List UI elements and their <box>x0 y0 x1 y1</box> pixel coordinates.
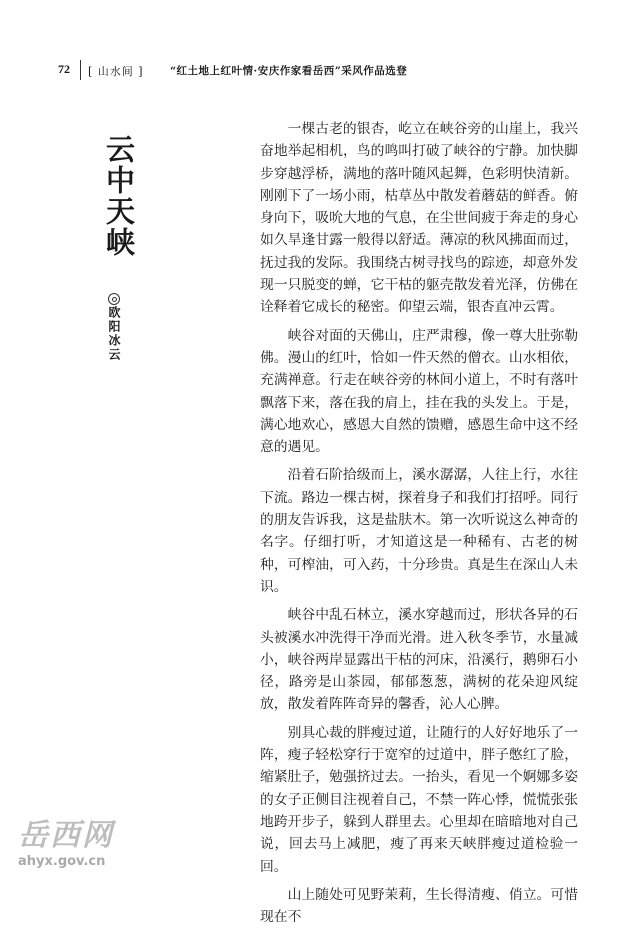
article-body <box>260 118 578 934</box>
article-title: 云中天峡 <box>102 134 136 258</box>
article-author: 欧阳冰云 <box>107 306 121 362</box>
author-marker-icon <box>108 293 120 305</box>
paragraph: 别具心裁的胖瘦过道，让随行的人好好地乐了一阵，瘦子轻松穿行于宽窄的过道中，胖子憋红了脸，缩紧肚子，勉强挤过去。一抬头，看见一个婀娜多姿的女子正侧目注视着自己，不禁一阵心悸，慌慌张张地跨开步子，躲到人群里去。心里却在暗暗地对自己说，回去马上减肥，瘦了再来天峡胖瘦过道检验一回。 <box>260 724 578 875</box>
paragraph: 峡谷中乱石林立，溪水穿越而过，形状各异的石头被溪水冲洗得干净而光滑。进入秋冬季节，水量减小，峡谷两岸显露出干枯的河床，沿溪行，鹅卵石小径，路旁是山茶园，郁郁葱葱，满树的花朵迎风绽放，散发着阵阵奇异的馨香，沁人心脾。 <box>260 607 578 713</box>
paragraph: 峡谷对面的天佛山，庄严肃穆，像一尊大肚弥勒佛。漫山的红叶，恰如一件天然的僧衣。山水相依，充满禅意。行走在峡谷旁的林间小道上，不时有落叶飘落下来，落在我的肩上，挂在我的头发上。于是，满心地欢心，感恩大自然的馈赠，感恩生命中这不经意的遇见。 <box>260 327 578 456</box>
watermark-logo: 岳西网 <box>18 818 114 853</box>
section-label: [ 山水间 ] <box>88 65 144 78</box>
paragraph: 一棵古老的银杏，屹立在峡谷旁的山崖上，我兴奋地举起相机，鸟的鸣叫打破了峡谷的宁静。加快脚步穿越浮桥，满地的落叶随风起舞，色彩明快清新。刚刚下了一场小雨，枯草丛中散发着蘑菇的鲜香。俯身向下，吸吮大地的气息，在尘世间疲于奔走的身心如久旱逢甘露一般得以舒适。薄凉的秋风拂面而过，抚过我的发际。我围绕古树寻找鸟的踪迹，却意外发现一只脱变的蝉，它干枯的躯壳散发着光泽，仿佛在诠释着它成长的秘密。仰望云端，银杏直冲云霄。 <box>260 121 578 316</box>
site-watermark <box>18 818 158 888</box>
page-header <box>0 60 636 82</box>
paragraph: 山上随处可见野茉莉，生长得清瘦、俏立。可惜现在不 <box>260 886 578 926</box>
header-divider <box>80 60 81 80</box>
watermark-url: ahyx.gov.cn <box>18 854 106 869</box>
paragraph: 沿着石阶拾级而上，溪水潺潺，人往上行，水往下流。路边一棵古树，探着身子和我们打招呼。同行的朋友告诉我，这是盐肤木。第一次听说这么神奇的名字。仔细打听，才知道这是一种稀有、古老的树种，可榨油，可入药，十分珍贵。真是生在深山人未识。 <box>260 467 578 595</box>
page-number: 72 <box>58 62 70 76</box>
series-title: “红土地上红叶情·安庆作家看岳西”采风作品选登 <box>170 65 408 77</box>
